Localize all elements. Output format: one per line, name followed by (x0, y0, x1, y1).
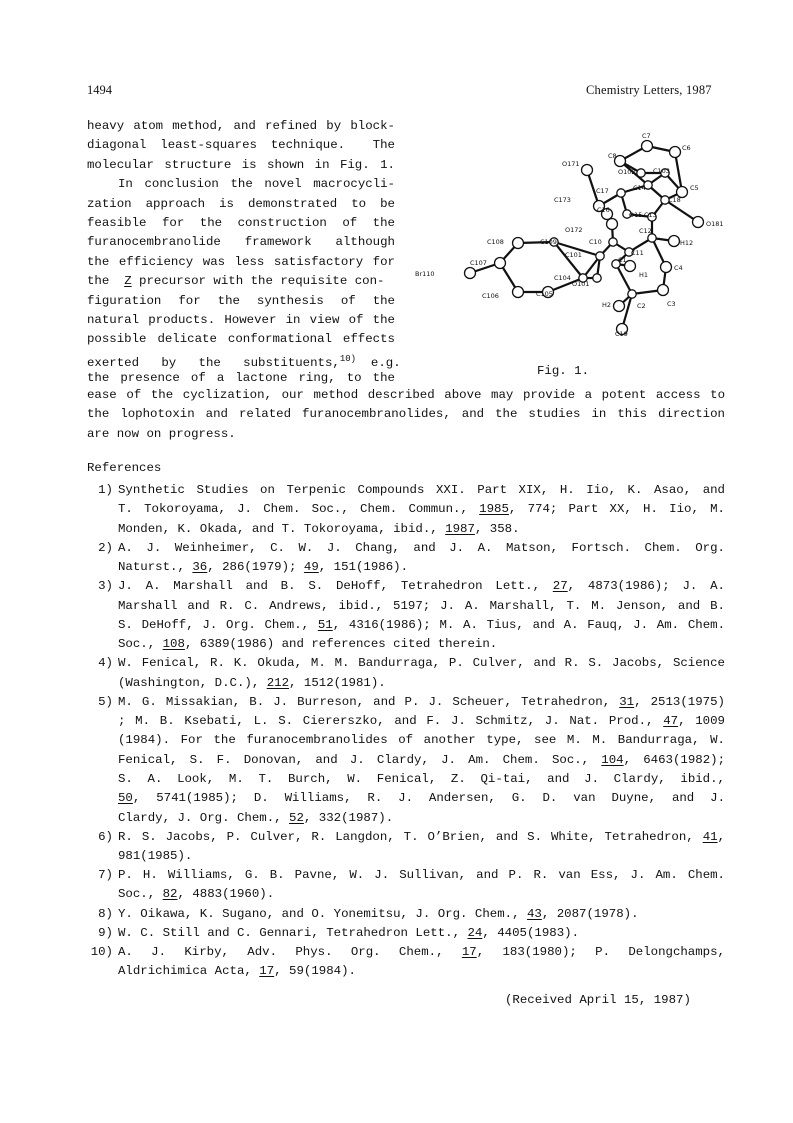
atom-label: C109 (540, 238, 557, 246)
reference-item: 7) P. H. Williams, G. B. Pavne, W. J. Sullivan, and P. R. van Ess, J. Am. Chem. Soc., 82, 4883(1960). (87, 868, 727, 907)
reference-number: 5) (98, 694, 113, 709)
atom-label: O181 (706, 220, 724, 228)
atom-marker (637, 169, 645, 177)
atom-label: C101 (565, 251, 582, 259)
atom-marker (465, 268, 476, 279)
body-line: are now on progress. (87, 426, 236, 441)
atom-marker (582, 165, 593, 176)
atom-label: C108 (487, 238, 504, 246)
reference-item: 4) W. Fenical, R. K. Okuda, M. M. Bandurraga, P. Culver, and R. S. Jacobs, Science (Washington, D.C.), 212, 1512(1981). (87, 656, 727, 695)
left-column-line: possible delicate conformational effects (87, 332, 395, 347)
atom-marker (693, 217, 704, 228)
reference-number: 8) (98, 906, 113, 921)
atom-label: Br110 (415, 270, 435, 278)
left-column-line: feasible for the construction of the (87, 216, 395, 230)
atom-label: C5 (690, 184, 699, 192)
atom-marker (669, 236, 680, 247)
atom-label: O172 (565, 226, 583, 234)
atom-marker (607, 219, 618, 230)
atom-label: C2 (637, 302, 646, 310)
atom-label: C17 (596, 187, 609, 195)
atom-label: C13 (644, 211, 657, 219)
atom-marker (495, 258, 506, 269)
reference-number: 1) (98, 483, 113, 497)
left-column-line: natural products. However in view of the (87, 313, 395, 327)
left-column-line: the presence of a lactone ring, to the (87, 371, 395, 386)
reference-item: 9) W. C. Still and C. Gennari, Tetrahedron Lett., 24, 4405(1983). (87, 926, 727, 945)
atom-marker (628, 290, 636, 298)
atom-label: C107 (470, 259, 487, 267)
atom-label: C18 (668, 196, 681, 204)
atom-marker (661, 262, 672, 273)
reference-number: 10) (90, 945, 113, 959)
atom-marker (670, 147, 681, 158)
left-column-line: the efficiency was less satisfactory for (87, 254, 395, 269)
reference-item: 10) A. J. Kirby, Adv. Phys. Org. Chem., 17, 183(1980); P. Delongchamps, Aldrichimica Acta, 17, 59(1984). (87, 945, 727, 984)
page-number: 1494 (87, 83, 112, 97)
atom-label: C12 (639, 227, 652, 235)
atom-marker (609, 238, 617, 246)
reference-number: 6) (98, 829, 113, 844)
reference-number: 2) (98, 540, 113, 555)
atom-label: C103 (653, 167, 670, 175)
atom-marker (617, 189, 625, 197)
reference-number: 4) (98, 656, 113, 671)
atom-label: C11 (631, 249, 644, 257)
atom-label: C14 (633, 184, 646, 192)
atom-marker (513, 287, 524, 298)
atom-label: O171 (562, 160, 580, 168)
reference-item: 3) J. A. Marshall and B. S. DeHoff, Tetrahedron Lett., 27, 4873(1986); J. A. Marshall and R. C. Andrews, ibid., 5197; J. A. Marshall, T. M. Jenson, and B. S. DeHoff, J. Org. Chem., 51, 4316(1986); M. A. Tius, and A. Fauq, J. Am. Chem. Soc., 108, 6389(1986) and references cited therein. (87, 579, 727, 656)
atom-marker (658, 285, 669, 296)
atom-marker (648, 234, 656, 242)
body-line: the lophotoxin and related furanocembranolides, and the studies in this direction (87, 407, 725, 422)
atom-label: O102 (618, 168, 636, 176)
atom-label: C4 (674, 264, 683, 272)
molecular-structure-figure (390, 130, 730, 340)
atom-label: C3 (667, 300, 676, 308)
left-column-line: exerted by the substituents,$^{10)}$ e.g. (87, 353, 401, 370)
atom-label: O101 (572, 280, 590, 288)
left-column-line: the Z precursor with the requisite con- (87, 274, 385, 289)
journal-title: Chemistry Letters, 1987 (586, 83, 712, 97)
atom-marker (593, 274, 601, 282)
left-column-line: diagonal least-squares technique. The (87, 138, 395, 153)
atom-label: C104 (554, 274, 571, 282)
figure-caption: Fig. 1. (537, 364, 590, 378)
atom-label: C1 (618, 256, 627, 264)
body-line: ease of the cyclization, our method described above may provide a potent access to (87, 388, 725, 402)
atom-marker (642, 141, 653, 152)
left-column-line: figuration for the synthesis of the (87, 293, 395, 308)
atom-label: C7 (642, 132, 651, 140)
atom-label: O15 (629, 211, 643, 219)
atom-label: H12 (680, 239, 694, 247)
atom-label: H1 (639, 271, 649, 279)
atom-label: C106 (482, 292, 499, 300)
left-column-line: In conclusion the novel macrocycli- (118, 177, 395, 192)
atom-label: H2 (602, 301, 612, 309)
atom-marker (614, 301, 625, 312)
atom-marker (596, 252, 604, 260)
atom-label: C8 (608, 152, 617, 160)
reference-number: 7) (98, 868, 113, 882)
left-column-line: heavy atom method, and refined by block- (87, 119, 395, 133)
atom-marker (513, 238, 524, 249)
atom-label: C10 (589, 238, 602, 246)
reference-item: 2) A. J. Weinheimer, C. W. J. Chang, and J. A. Matson, Fortsch. Chem. Org. Naturst., 36, 286(1979); 49, 151(1986). (87, 541, 727, 580)
atom-label: C6 (682, 144, 691, 152)
left-column-line: zation approach is demonstrated to be (87, 196, 395, 211)
received-date: (Received April 15, 1987) (505, 993, 691, 1007)
references-heading: References (87, 461, 162, 475)
reference-number: 3) (98, 579, 113, 594)
reference-item: 8) Y. Oikawa, K. Sugano, and O. Yonemitsu, J. Org. Chem., 43, 2087(1978). (87, 907, 727, 926)
left-column-line: furanocembranolide framework although (87, 235, 395, 250)
reference-item: 6) R. S. Jacobs, P. Culver, R. Langdon, T. O’Brien, and S. White, Tetrahedron, 41, 981(1985). (87, 830, 727, 869)
left-column-line: molecular structure is shown in Fig. 1. (87, 157, 395, 172)
atom-label: C105 (536, 290, 553, 298)
reference-number: 9) (98, 925, 113, 940)
reference-item: 1) Synthetic Studies on Terpenic Compounds XXI. Part XIX, H. Iio, K. Asao, and T. Tokoroyama, J. Chem. Soc., Chem. Commun., 1985, 774; Part XX, H. Iio, M. Monden, K. Okada, and T. Tokoroyama, ibid., 1987, 358. (87, 483, 727, 541)
reference-item: 5) M. G. Missakian, B. J. Burreson, and P. J. Scheuer, Tetrahedron, 31, 2513(1975) ; M. B. Ksebati, L. S. Ciererszko, and F. J. Schmitz, J. Nat. Prod., 47, 1009 (1984). For the furanocembranolides of another type, see M. M. Bandurraga, W. Fenical, S. F. Donovan, and J. Clardy, J. Am. Chem. Soc., 104, 6463(1982); S. A. Look, M. T. Burch, W. Fenical, Z. Qi-tai, and J. Clardy, ibid., 50, 5741(1985); D. Williams, R. J. Andersen, G. D. van Duyne, and J. Clardy, J. Org. Chem., 52, 332(1987). (87, 695, 727, 830)
atom-label: C19 (615, 330, 628, 338)
atom-label: C16 (597, 206, 610, 214)
atom-label: C173 (554, 196, 571, 204)
